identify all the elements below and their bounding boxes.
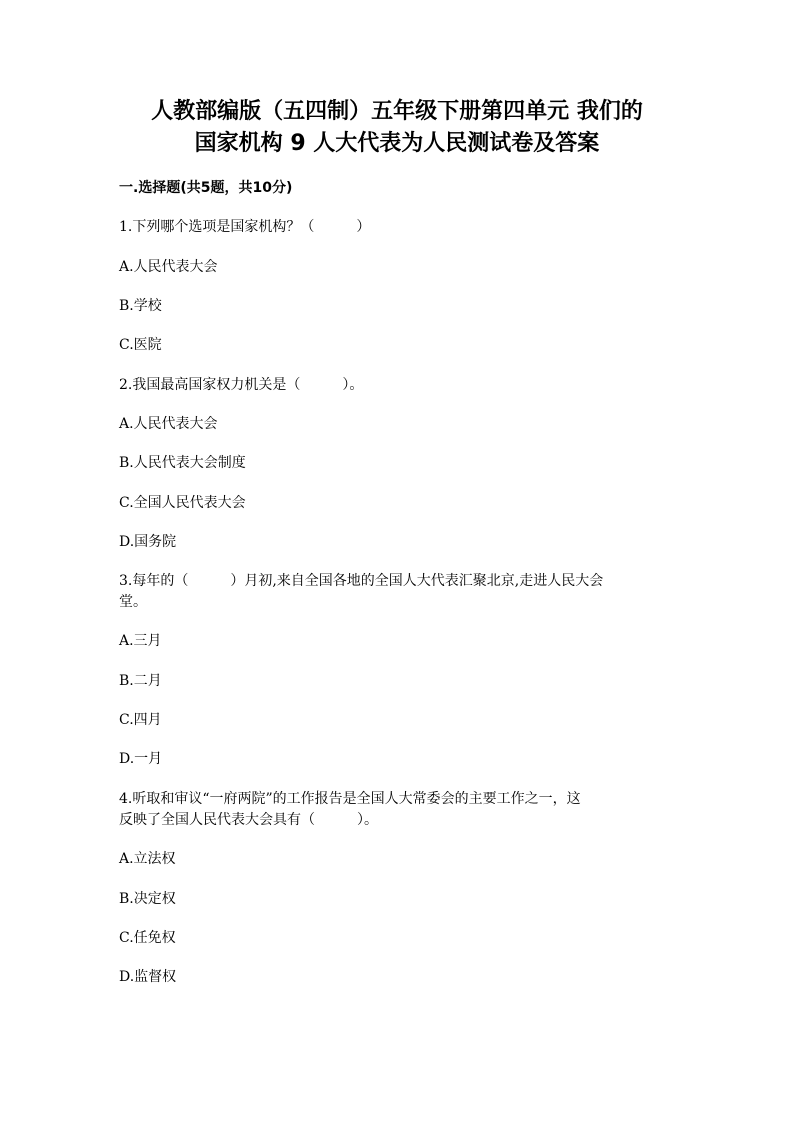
question-3-option-c: C.四月 — [119, 712, 162, 728]
question-1-option-c: C.医院 — [119, 337, 162, 353]
question-4-option-c: C.任免权 — [119, 930, 176, 946]
question-3-stem-line-2: 堂。 — [119, 594, 147, 610]
question-3-option-a: A.三月 — [119, 633, 162, 649]
question-2-option-b: B.人民代表大会制度 — [119, 455, 246, 471]
document-title-line-1: 人教部编版（五四制）五年级下册第四单元 我们的 — [151, 99, 643, 124]
question-1-stem: 1.下列哪个选项是国家机构？（ ） — [119, 219, 371, 235]
question-3-option-b: B.二月 — [119, 673, 162, 689]
question-4-stem-line-2: 反映了全国人民代表大会具有（ ）。 — [119, 812, 378, 828]
question-2-option-a: A.人民代表大会 — [119, 416, 218, 432]
question-2-stem: 2.我国最高国家权力机关是（ ）。 — [119, 377, 364, 393]
question-3-stem-line-1: 3.每年的（ ）月初,来自全国各地的全国人大代表汇聚北京,走进人民大会 — [119, 573, 604, 589]
question-2-option-d: D.国务院 — [119, 534, 177, 550]
question-4-option-d: D.监督权 — [119, 969, 177, 985]
document-title-line-2: 国家机构 9 人大代表为人民测试卷及答案 — [194, 131, 600, 156]
question-2-option-c: C.全国人民代表大会 — [119, 495, 246, 511]
section-header: 一.选择题(共5题，共10分) — [119, 180, 293, 196]
question-1-option-b: B.学校 — [119, 298, 162, 314]
question-4-stem-line-1: 4.听取和审议“一府两院”的工作报告是全国人大常委会的主要工作之一，这 — [119, 791, 581, 807]
question-4-option-a: A.立法权 — [119, 851, 176, 867]
question-4-option-b: B.决定权 — [119, 891, 176, 907]
question-3-option-d: D.一月 — [119, 751, 163, 767]
question-1-option-a: A.人民代表大会 — [119, 259, 218, 275]
